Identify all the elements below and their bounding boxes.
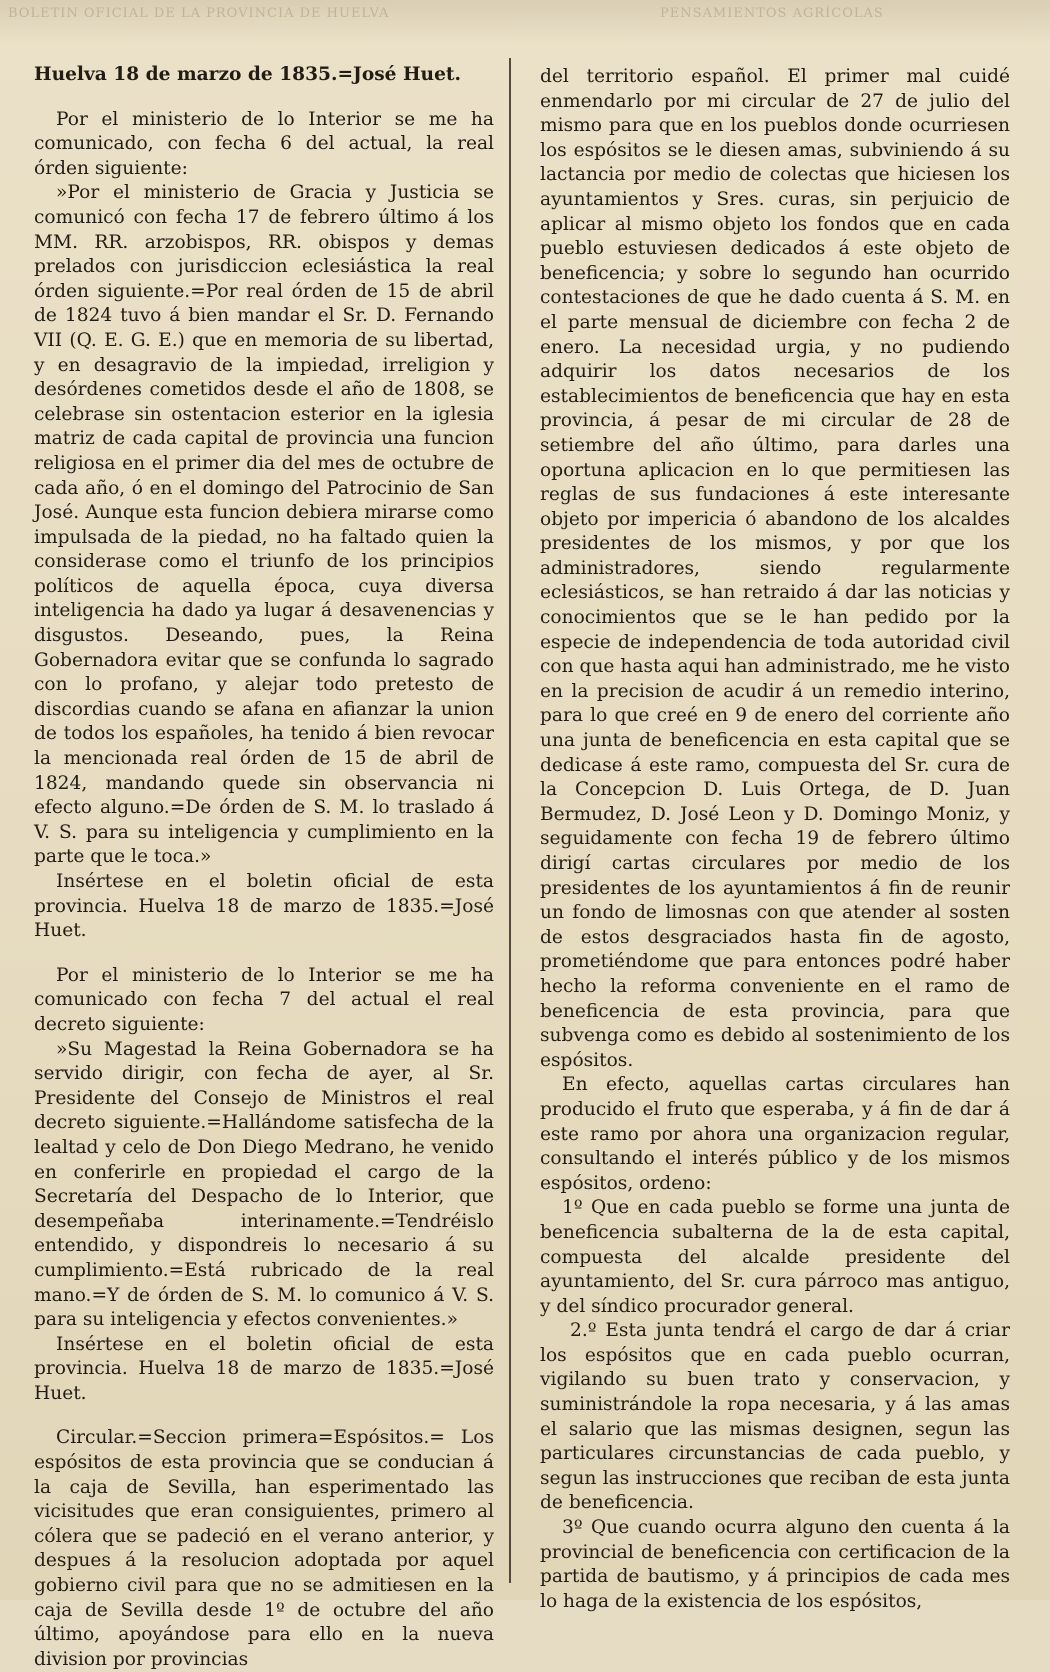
faded-header-right: PENSAMIENTOS AGRÍCOLAS [660, 6, 884, 21]
left-paragraph-6: Insértese en el boletin oficial de esta provincia. Huelva 18 de marzo de 1835.=José Huet. [34, 1333, 494, 1404]
left-paragraph-3: Insértese en el boletin oficial de esta provincia. Huelva 18 de marzo de 1835.=José Huet. [34, 871, 494, 942]
right-paragraph-3: 2.º Esta junta tendrá el cargo de dar á criar los espósitos que en cada pueblo ocurran, vigilando su buen trato y conservacion, y suministrándole la ropa necesaria, y á las amas el salario que las mismas designen, segun las particulares circunstancias de cada pueblo, y segun las instrucciones que reciban de esta junta de beneficencia. [540, 1320, 1010, 1514]
right-column [540, 65, 1010, 1612]
left-paragraph-7: Circular.=Seccion primera=Espósitos.= Los espósitos de esta provincia que se conducian á la caja de Sevilla, han esperimentado las vicisitudes que eran consiguientes, primero al cólera que se padeció en el verano anterior, y despues á la resolucion adoptada por aquel gobierno civil para que no se admitiesen en la caja de Sevilla desde 1º de octubre del año último, apoyándose para ello en la nueva division por provincias [34, 1427, 494, 1670]
left-paragraph-2: »Por el ministerio de Gracia y Justicia se comunicó con fecha 17 de febrero último á los MM. RR. arzobispos, RR. obispos y demas prelados con jurisdiccion eclesiástica la real órden siguiente.=Por real órden de 15 de abril de 1824 tuvo á bien mandar el Sr. D. Fernando VII (Q. E. G. E.) que en memoria de su libertad, y en desagravio de la impiedad, irreligion y desórdenes cometidos desde el año de 1808, se celebrase sin ostentacion esterior en la iglesia matriz de cada capital de provincia una funcion religiosa en el primer dia del mes de octubre de cada año, ó en el domingo del Patrocinio de San José. Aunque esta funcion debiera mirarse como impulsada de la piedad, no ha faltado quien la considerase como el triunfo de los principios políticos de aquella época, cuya diversa inteligencia ha dado ya lugar á desavenencias y disgustos. Deseando, pues, la Reina Gobernadora evitar que se confunda lo sagrado con lo profano, y alejar todo pretesto de discordias cuando se afana en afianzar la union de todos los españoles, ha tenido á bien revocar la mencionada real órden de 15 de abril de 1824, mandando quede sin observancia ni efecto alguno.=De órden de S. M. lo traslado á V. S. para su inteligencia y cumplimiento en la parte que le toca.» [34, 182, 494, 868]
left-paragraph-5: »Su Magestad la Reina Gobernadora se ha servido dirigir, con fecha de ayer, al Sr. Presidente del Consejo de Ministros el real decreto siguiente.=Hallándome satisfecha de la lealtad y celo de Don Diego Medrano, he venido en conferirle en propiedad el cargo de la Secretaría del Despacho de lo Interior, que desempeñaba interinamente.=Tendréislo entendido, y dispondreis lo necesario á su cumplimiento.=Está rubricado de la real mano.=Y de órden de S. M. lo comunico á V. S. para su inteligencia y efectos convenientes.» [34, 1038, 494, 1331]
left-column [34, 63, 494, 1670]
left-paragraph-4: Por el ministerio de lo Interior se me ha comunicado con fecha 7 del actual el real decreto siguiente: [34, 964, 494, 1035]
right-paragraph-2: 1º Que en cada pueblo se forme una junta de beneficencia subalterna de la de esta capital, compuesta del alcalde presidente del ayuntamiento, del Sr. cura párroco mas antiguo, y del síndico procurador general. [540, 1197, 1010, 1317]
left-paragraph-1: Por el ministerio de lo Interior se me ha comunicado, con fecha 6 del actual, la real órden siguiente: [34, 108, 494, 179]
faded-header [0, 0, 1050, 44]
left-paragraph-0: Huelva 18 de marzo de 1835.=José Huet. [34, 64, 461, 85]
right-paragraph-0: del territorio español. El primer mal cuidé enmendarlo por mi circular de 27 de julio del mismo para que en los pueblos donde ocurriesen los espósitos se le diesen amas, subviniendo á su lactancia por medio de colectas que hiciesen los ayuntamientos y Sres. curas, sin perjuicio de aplicar al mismo objeto los fondos que en cada pueblo estuviesen dedicados á este objeto de beneficencia; y sobre lo segundo han ocurrido contestaciones de que he dado cuenta á S. M. en el parte mensual de diciembre con fecha 2 de enero. La necesidad urgia, y no pudiendo adquirir los datos necesarios de los establecimientos de beneficencia que hay en esta provincia, á pesar de mi circular de 28 de setiembre del año último, para darles una oportuna aplicacion en lo que permitiesen las reglas de sus fundaciones á este interesante objeto por impericia ó abandono de los alcaldes presidentes de los mismos, y por que los administradores, siendo regularmente eclesiásticos, se han retraido á dar las noticias y conocimientos que se le han pedido por la especie de independencia de toda autoridad civil con que hasta aqui han administrado, me he visto en la precision de acudir á un remedio interino, para lo que creé en 9 de enero del corriente año una junta de beneficencia en esta capital que se dedicase á este ramo, compuesta del Sr. cura de la Concepcion D. Luis Ortega, de D. Juan Bermudez, D. José Leon y D. Domingo Moniz, y seguidamente con fecha 19 de febrero último dirigí cartas circulares por medio de los presidentes de los ayuntamientos á fin de reunir un fondo de limosnas con que atender al sosten de estos desgraciados hasta fin de agosto, prometiéndome que para entonces podré haber hecho la reforma conveniente en el ramo de beneficencia de esta provincia, para que subvenga como es debido al sostenimiento de los espósitos. [540, 66, 1010, 1071]
faded-header-left: BOLETIN OFICIAL DE LA PROVINCIA DE HUELVA [8, 6, 390, 21]
right-paragraph-4: 3º Que cuando ocurra alguno den cuenta á la provincial de beneficencia con certificacion de la partida de bautismo, y á principios de cada mes lo haga de la existencia de los espósitos, [540, 1517, 1010, 1612]
right-paragraph-1: En efecto, aquellas cartas circulares han producido el fruto que esperaba, y á fin de dar á este ramo por ahora una organizacion regular, consultando el interés público y de los mismos espósitos, ordeno: [540, 1074, 1010, 1194]
column-divider [509, 58, 511, 1583]
